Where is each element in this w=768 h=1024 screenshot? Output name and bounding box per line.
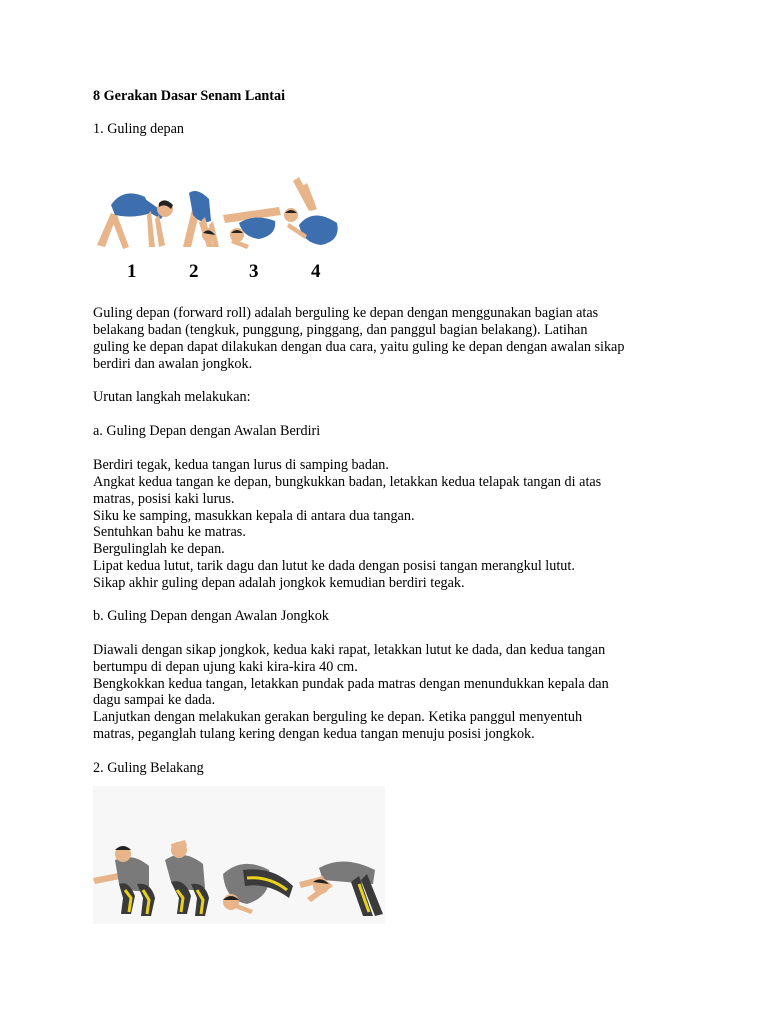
step-line: Siku ke samping, masukkan kepala di antara dua tangan. xyxy=(93,508,415,524)
forward-roll-pose-4 xyxy=(284,177,338,245)
forward-roll-figure xyxy=(93,143,351,295)
step-line: Angkat kedua tangan ke depan, bungkukkan badan, letakkan kedua telapak tangan di atas xyxy=(93,474,602,490)
backward-roll-pose-1 xyxy=(93,846,155,916)
step-line: Sikap akhir guling depan adalah jongkok kemudian berdiri tegak. xyxy=(93,575,465,591)
figure-number-3: 3 xyxy=(249,261,259,282)
step-line: Bengkokkan kedua tangan, letakkan pundak pada matras dengan menundukkan kepala dan xyxy=(93,676,609,692)
figure-number-4: 4 xyxy=(311,261,321,282)
backward-roll-pose-4 xyxy=(299,861,383,916)
section-heading-guling-depan: 1. Guling depan xyxy=(93,121,185,137)
figure-number-1: 1 xyxy=(127,261,137,282)
step-line: matras, peganglah tulang kering dengan kedua tangan menuju posisi jongkok. xyxy=(93,726,535,742)
subheading-awalan-berdiri: a. Guling Depan dengan Awalan Berdiri xyxy=(93,423,321,439)
step-line: Bergulinglah ke depan. xyxy=(93,541,225,557)
paragraph-line: guling ke depan dapat dilakukan dengan dua cara, yaitu guling ke depan dengan awalan sikap xyxy=(93,339,625,355)
paragraph-line: belakang badan (tengkuk, punggung, pinggang, dan panggul bagian belakang). Latihan xyxy=(93,322,588,338)
backward-roll-pose-2 xyxy=(165,840,209,916)
step-line: bertumpu di depan ujung kaki kira-kira 40 cm. xyxy=(93,659,358,675)
paragraph-line: berdiri dan awalan jongkok. xyxy=(93,356,253,372)
section-heading-guling-belakang: 2. Guling Belakang xyxy=(93,760,204,776)
document-title: 8 Gerakan Dasar Senam Lantai xyxy=(93,88,286,104)
forward-roll-pose-2 xyxy=(183,191,219,247)
step-line: matras, posisi kaki lurus. xyxy=(93,491,235,507)
step-line: Lipat kedua lutut, tarik dagu dan lutut ke dada dengan posisi tangan merangkul lutut. xyxy=(93,558,575,574)
step-line: Berdiri tegak, kedua tangan lurus di samping badan. xyxy=(93,457,389,473)
step-line: Diawali dengan sikap jongkok, kedua kaki rapat, letakkan lutut ke dada, dan kedua tangan xyxy=(93,642,606,658)
backward-roll-figure xyxy=(93,786,385,924)
subheading-awalan-jongkok: b. Guling Depan dengan Awalan Jongkok xyxy=(93,608,329,624)
paragraph-line: Guling depan (forward roll) adalah berguling ke depan dengan menggunakan bagian atas xyxy=(93,305,599,321)
step-line: Lanjutkan dengan melakukan gerakan berguling ke depan. Ketika panggul menyentuh xyxy=(93,709,583,725)
backward-roll-pose-3 xyxy=(223,864,293,914)
step-line: dagu sampai ke dada. xyxy=(93,692,216,708)
figure-number-2: 2 xyxy=(189,261,199,282)
step-line: Sentuhkan bahu ke matras. xyxy=(93,524,246,540)
steps-intro: Urutan langkah melakukan: xyxy=(93,389,251,405)
forward-roll-pose-3 xyxy=(223,207,281,249)
forward-roll-pose-1 xyxy=(97,193,173,249)
